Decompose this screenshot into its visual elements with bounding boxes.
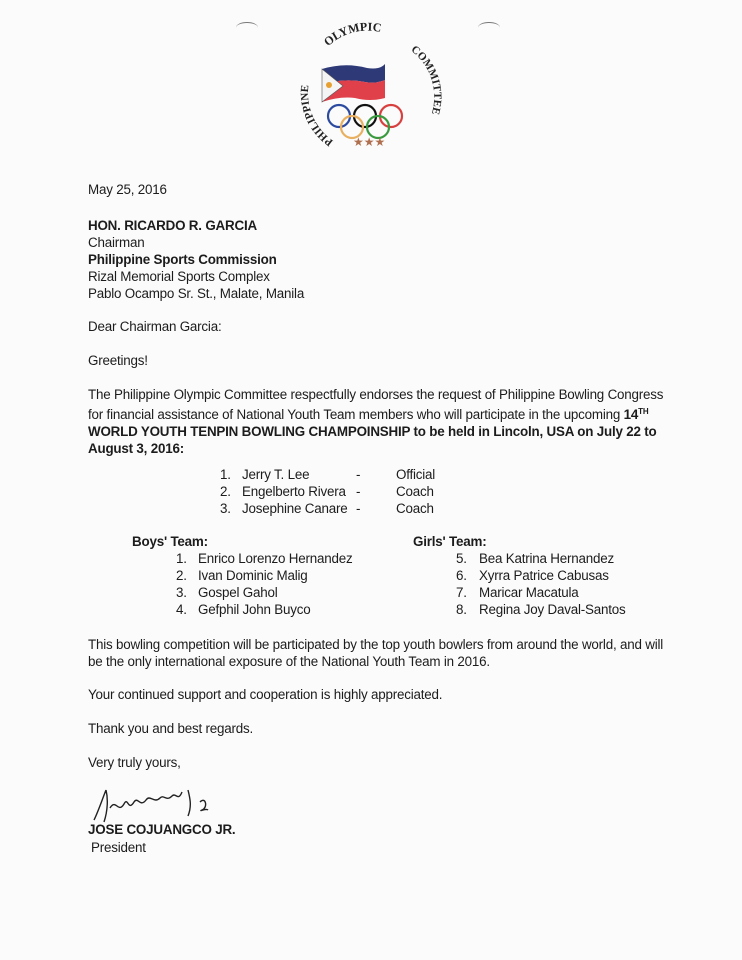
greeting: Greetings!: [88, 353, 148, 368]
team-member-row: [413, 584, 579, 601]
svg-text:OLYMPIC: OLYMPIC: [320, 22, 383, 49]
official-name: Jerry T. Lee: [242, 467, 310, 482]
recipient-title: Chairman: [88, 235, 145, 250]
support-paragraph: Your continued support and cooperation is highly appreciated.: [88, 687, 443, 702]
girls-team: [413, 533, 626, 618]
member-name: Bea Katrina Hernandez: [479, 551, 615, 566]
olympic-committee-emblem-icon: [295, 22, 445, 150]
member-name: Gefphil John Buyco: [198, 602, 311, 617]
poc-logo: [295, 22, 445, 150]
list-number: 7.: [456, 585, 467, 600]
boys-team-heading: Boys' Team:: [132, 534, 208, 549]
salutation: Dear Chairman Garcia:: [88, 319, 222, 334]
list-number: 6.: [456, 568, 467, 583]
list-number: 8.: [456, 602, 467, 617]
recipient-address-1: Rizal Memorial Sports Complex: [88, 269, 270, 284]
team-member-row: [132, 584, 278, 601]
svg-text:PHILIPPINE: PHILIPPINE: [298, 84, 336, 149]
paragraph-line: [88, 403, 663, 423]
scan-corner-mark-right: [478, 22, 500, 33]
paragraph-text: for financial assistance of National Youth Team members who will participate in the upcoming: [88, 407, 624, 422]
signatory-title: President: [91, 840, 146, 855]
closing: Very truly yours,: [88, 755, 181, 770]
boys-team: [132, 533, 353, 618]
recipient-name: HON. RICARDO R. GARCIA: [88, 218, 257, 233]
girls-team-heading: Girls' Team:: [413, 534, 487, 549]
paragraph-line: This bowling competition will be participated by the top youth bowlers from around the world, and will: [88, 637, 664, 652]
handwritten-signature-icon: [92, 786, 232, 826]
stars-icon: ★★★: [353, 135, 386, 149]
recipient-org: Philippine Sports Commission: [88, 252, 277, 267]
official-role: Coach: [396, 484, 434, 499]
recipient-address-2: Pablo Ocampo Sr. St., Malate, Manila: [88, 286, 305, 301]
svg-text:COMMITTEE: COMMITTEE: [408, 43, 444, 116]
member-name: Maricar Macatula: [479, 585, 579, 600]
member-name: Ivan Dominic Malig: [198, 568, 308, 583]
team-member-row: [413, 567, 609, 584]
team-member-row: [132, 550, 353, 567]
edition-suffix: TH: [638, 407, 649, 416]
team-member-row: [413, 601, 626, 618]
list-number: 1.: [220, 467, 231, 482]
list-number: 4.: [176, 602, 187, 617]
separator: -: [356, 467, 361, 482]
list-number: 2.: [176, 568, 187, 583]
scan-corner-mark-left: [236, 22, 258, 33]
team-member-row: [132, 567, 308, 584]
team-member-row: [132, 601, 311, 618]
competition-paragraph: [88, 636, 663, 670]
event-date: August 3, 2016:: [88, 441, 184, 456]
endorsement-paragraph: [88, 386, 663, 457]
list-number: 1.: [176, 551, 187, 566]
official-name: Engelberto Rivera: [242, 484, 346, 499]
separator: -: [356, 501, 361, 516]
signatory-name: JOSE COJUANGCO JR.: [88, 822, 236, 837]
event-name: WORLD YOUTH TENPIN BOWLING CHAMPOINSHIP to be held in Lincoln, USA on July 22 to: [88, 424, 657, 439]
list-number: 3.: [176, 585, 187, 600]
official-role: Official: [396, 467, 436, 482]
paragraph-line: The Philippine Olympic Committee respectfully endorses the request of Philippine Bowling Congress: [88, 387, 664, 402]
member-name: Gospel Gahol: [198, 585, 278, 600]
thanks-paragraph: Thank you and best regards.: [88, 721, 254, 736]
list-number: 3.: [220, 501, 231, 516]
separator: -: [356, 484, 361, 499]
member-name: Enrico Lorenzo Hernandez: [198, 551, 353, 566]
recipient-block: [88, 217, 304, 302]
letter-date: May 25, 2016: [88, 182, 167, 197]
member-name: Xyrra Patrice Cabusas: [479, 568, 609, 583]
member-name: Regina Joy Daval-Santos: [479, 602, 626, 617]
paragraph-line: be the only international exposure of the National Youth Team in 2016.: [88, 654, 490, 669]
official-name: Josephine Canare: [242, 501, 348, 516]
official-role: Coach: [396, 501, 434, 516]
team-member-row: [413, 550, 615, 567]
list-number: 2.: [220, 484, 231, 499]
list-number: 5.: [456, 551, 467, 566]
edition-number: 14: [623, 407, 639, 422]
